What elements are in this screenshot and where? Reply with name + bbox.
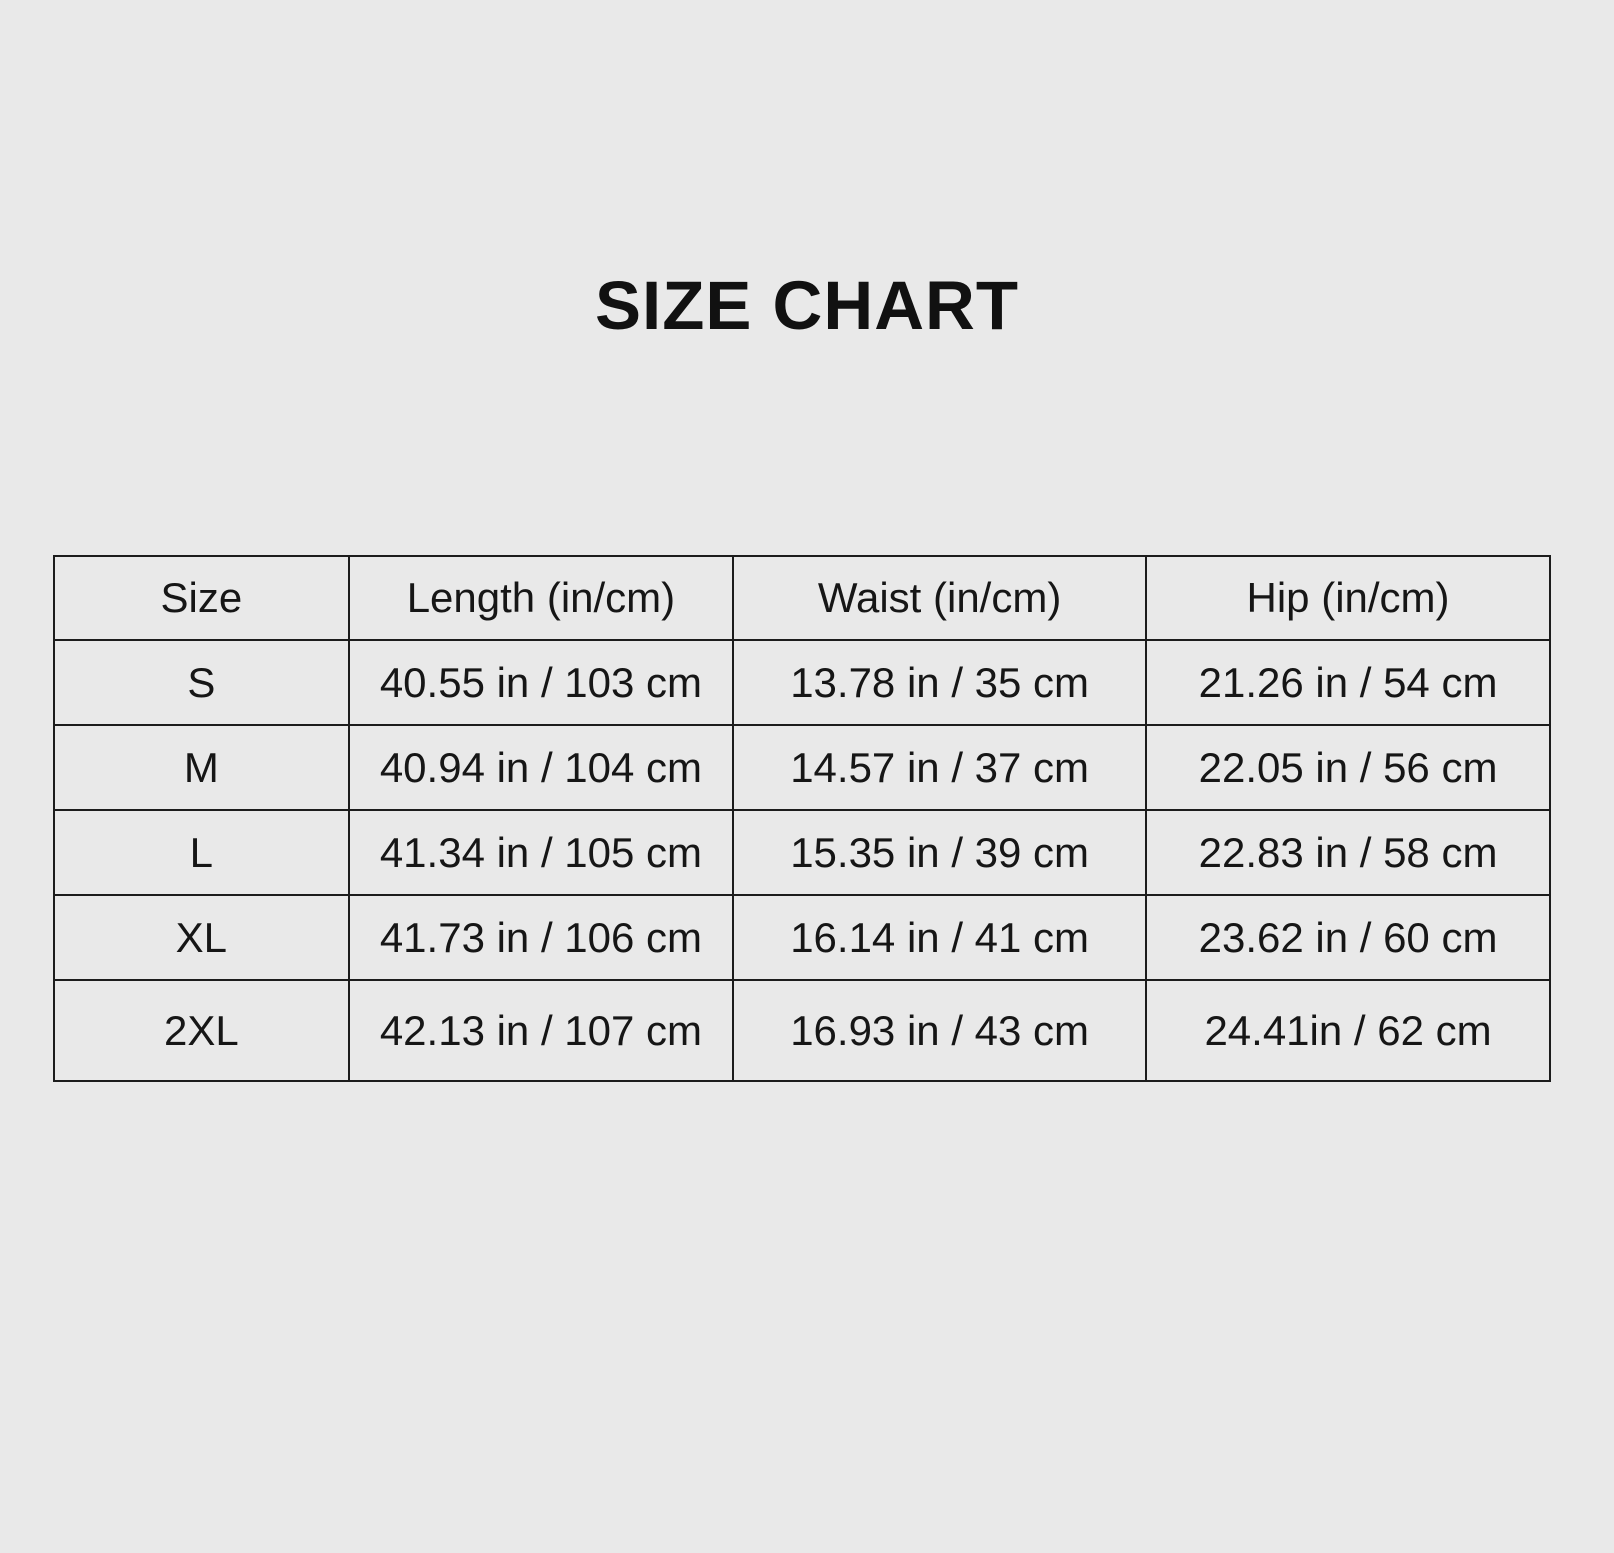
table-cell: 13.78 in / 35 cm xyxy=(733,640,1146,725)
size-chart-table xyxy=(53,555,1551,1082)
table-cell: 21.26 in / 54 cm xyxy=(1146,640,1550,725)
table-row xyxy=(54,895,1550,980)
table-cell: 41.34 in / 105 cm xyxy=(349,810,733,895)
column-header: Length (in/cm) xyxy=(349,556,733,640)
table-row xyxy=(54,725,1550,810)
table-cell: M xyxy=(54,725,349,810)
table-row xyxy=(54,810,1550,895)
table-cell: 2XL xyxy=(54,980,349,1081)
table-cell: 42.13 in / 107 cm xyxy=(349,980,733,1081)
column-header: Waist (in/cm) xyxy=(733,556,1146,640)
column-header: Hip (in/cm) xyxy=(1146,556,1550,640)
table-cell: 41.73 in / 106 cm xyxy=(349,895,733,980)
page-title: SIZE CHART xyxy=(595,267,1019,344)
table-row xyxy=(54,640,1550,725)
table-cell: 24.41in / 62 cm xyxy=(1146,980,1550,1081)
table-cell: XL xyxy=(54,895,349,980)
table-cell: 40.55 in / 103 cm xyxy=(349,640,733,725)
table-cell: 16.14 in / 41 cm xyxy=(733,895,1146,980)
table-cell: 22.83 in / 58 cm xyxy=(1146,810,1550,895)
table-cell: S xyxy=(54,640,349,725)
table-body xyxy=(54,640,1550,1081)
table-header xyxy=(54,556,1550,640)
table-cell: 40.94 in / 104 cm xyxy=(349,725,733,810)
table-cell: 14.57 in / 37 cm xyxy=(733,725,1146,810)
table-cell: 23.62 in / 60 cm xyxy=(1146,895,1550,980)
table-header-row xyxy=(54,556,1550,640)
column-header: Size xyxy=(54,556,349,640)
table-cell: 22.05 in / 56 cm xyxy=(1146,725,1550,810)
table-cell: 15.35 in / 39 cm xyxy=(733,810,1146,895)
table-cell: 16.93 in / 43 cm xyxy=(733,980,1146,1081)
table-row xyxy=(54,980,1550,1081)
table-cell: L xyxy=(54,810,349,895)
